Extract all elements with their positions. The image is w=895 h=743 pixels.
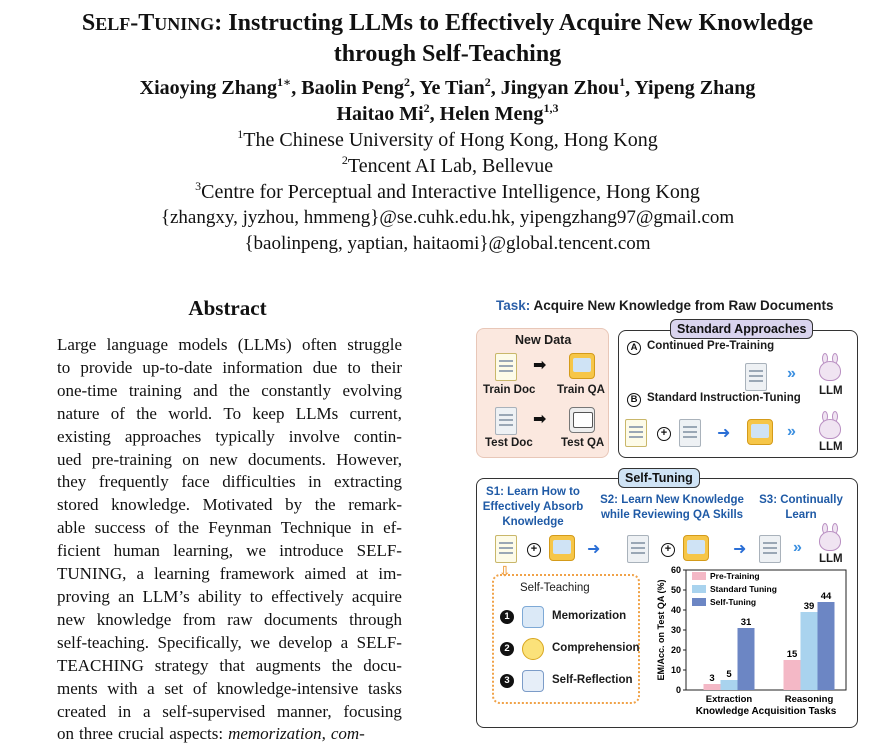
- abstract-word: current,: [349, 403, 402, 423]
- abstract-word: remark-: [348, 495, 402, 515]
- abstract-word: Feynman: [208, 518, 272, 538]
- plus-icon: +: [661, 543, 675, 557]
- abstract-word: in: [308, 472, 322, 492]
- abstract-word: through: [349, 609, 402, 629]
- document-icon: [679, 419, 701, 447]
- abstract-word: aimed: [304, 564, 346, 584]
- abstract-word: aspects:: [169, 724, 224, 743]
- author-sup: 1,3: [543, 101, 559, 115]
- affiliation-3: [0, 179, 895, 205]
- llm-label: LLM: [819, 441, 843, 453]
- arrow-right-icon: ➡: [533, 357, 547, 374]
- abstract-word: However,: [336, 449, 402, 469]
- magnifier-icon: [522, 606, 544, 628]
- abstract-word: by: [285, 495, 303, 515]
- document-icon: [495, 535, 517, 563]
- bar-value-label: 15: [786, 649, 798, 660]
- bar-value-label: 44: [820, 591, 832, 602]
- abstract-word: Specifically,: [157, 632, 242, 652]
- abstract-word: learning,: [173, 541, 234, 561]
- double-chevron-icon: »: [793, 539, 802, 556]
- abstract-word: the: [331, 655, 353, 675]
- y-tick-label: 0: [675, 685, 681, 695]
- standard-instruction-tuning-label: Standard Instruction-Tuning: [647, 392, 801, 404]
- bar: [818, 602, 835, 690]
- abstract-word: SELF-: [356, 632, 402, 652]
- arrow-right-icon: ➜: [587, 541, 601, 558]
- x-axis-label: Knowledge Acquisition Tasks: [695, 706, 837, 717]
- author-sup: 1∗: [276, 75, 292, 89]
- abstract-word: evolving: [342, 380, 402, 400]
- s2-label: [595, 493, 749, 523]
- abstract-word: strategy: [154, 655, 209, 675]
- task-label: Task:: [496, 298, 531, 313]
- abstract-word: in: [117, 701, 132, 721]
- abstract-word: To: [223, 403, 242, 423]
- bar: [721, 680, 738, 690]
- train-qa-icon: [569, 353, 595, 379]
- llm-mascot-icon: [817, 353, 843, 383]
- abstract-word: face: [181, 472, 210, 492]
- abstract-word: existing: [57, 426, 111, 446]
- abstract-word: typically: [215, 426, 275, 446]
- legend-swatch: [692, 585, 706, 593]
- double-chevron-icon: »: [787, 423, 796, 440]
- abstract-word: a: [142, 701, 151, 721]
- abstract-word: stored: [57, 495, 99, 515]
- abstract-word: TUNING,: [57, 564, 127, 584]
- notebook-icon: [522, 670, 544, 692]
- abstract-word: set: [164, 678, 184, 698]
- abstract-word: often: [301, 335, 337, 354]
- abstract-word: to: [249, 586, 263, 606]
- abstract-line: [57, 426, 402, 449]
- title-sc-2-big: T: [138, 10, 155, 36]
- abstract-word: constantly: [261, 380, 332, 400]
- abstract-word: training: [128, 380, 182, 400]
- bar: [738, 628, 755, 690]
- abstract-word: learning: [154, 564, 210, 584]
- standard-approaches-box: [618, 330, 858, 458]
- abstract-line: [57, 380, 402, 403]
- train-doc-label: Train Doc: [483, 384, 536, 396]
- abstract-word: knowledge.: [111, 495, 191, 515]
- abstract-word: proving: [57, 586, 110, 606]
- abstract-line: [57, 494, 402, 517]
- abstract-word: manner,: [277, 701, 332, 721]
- abstract-word: SELF-: [356, 541, 402, 561]
- affiliation-2: [0, 153, 895, 179]
- self-teaching-panel: [492, 574, 640, 704]
- y-tick-label: 30: [670, 625, 681, 635]
- affiliation-1: [0, 127, 895, 153]
- bar: [801, 612, 818, 690]
- train-qa-label: Train QA: [557, 384, 605, 396]
- abstract-word: new: [57, 609, 86, 629]
- llm-mascot-icon: [817, 411, 843, 441]
- paper-title: [0, 8, 895, 69]
- test-qa-label: Test QA: [561, 437, 605, 449]
- abstract-word: with: [107, 678, 138, 698]
- abstract-word: memorization,: [228, 724, 326, 743]
- abstract-word: extracting: [334, 472, 402, 492]
- document-icon: [625, 419, 647, 447]
- abstract-word: knowledge: [96, 609, 172, 629]
- y-tick-label: 60: [670, 565, 681, 575]
- standard-approaches-tag: Standard Approaches: [670, 319, 813, 339]
- abstract-word: develop: [278, 632, 333, 652]
- abstract-word: language: [106, 335, 169, 354]
- abstract-word: the: [229, 380, 250, 400]
- abstract-word: ments: [57, 678, 98, 698]
- abstract-word: raw: [227, 609, 253, 629]
- emails-line-1: {zhangxy, jyzhou, hmmeng}@se.cuhk.edu.hk, yipengzhang97@gmail.com: [160, 207, 735, 228]
- title-sc-2-small: UNING: [154, 14, 215, 34]
- abstract-word: of: [154, 518, 169, 538]
- abstract-word: introduce: [279, 541, 344, 561]
- mark-b: B: [627, 393, 641, 407]
- arrow-right-icon: ➜: [717, 425, 731, 442]
- s1-line-3: Knowledge: [502, 516, 564, 528]
- author-sup: 2: [404, 75, 411, 89]
- abstract-word: TEACHING: [57, 655, 144, 675]
- new-data-title: New Data: [515, 333, 572, 347]
- llm-label: LLM: [819, 553, 843, 565]
- abstract-word: LLMs: [295, 403, 339, 423]
- legend-entry: Pre-Training: [710, 571, 760, 581]
- train-doc-icon: [495, 353, 517, 381]
- abstract-line: [57, 540, 402, 563]
- abstract-word: ued: [57, 449, 82, 469]
- continued-pretraining-label: Continued Pre-Training: [647, 340, 775, 352]
- new-data-box: [476, 328, 609, 458]
- document-icon: [745, 363, 767, 391]
- title-rest: : Instructing LLMs to Effectively Acquire New Knowledge: [214, 10, 814, 36]
- bar: [784, 660, 801, 690]
- bar-value-label: 3: [709, 673, 715, 684]
- abstract-word: knowledge-intensive: [216, 678, 359, 698]
- abstract-word: difficulties: [222, 472, 296, 492]
- memorization-label: Memorization: [552, 610, 627, 622]
- abstract-line: [57, 678, 402, 701]
- abstract-word: an: [118, 586, 135, 606]
- llm-mascot-icon: [817, 523, 843, 553]
- affil-sup: 3: [195, 179, 202, 193]
- abstract-word: a: [136, 564, 144, 584]
- affil-sup: 1: [237, 127, 244, 141]
- abstract-word: their: [370, 357, 402, 377]
- abstract-word: struggle: [347, 335, 402, 354]
- s3-label: [755, 493, 847, 523]
- abstract-line: [57, 701, 402, 724]
- abstract-word: one-time: [57, 380, 118, 400]
- abstract-word: acquire: [351, 586, 402, 606]
- plus-icon: +: [657, 427, 671, 441]
- author-sup: 2: [423, 101, 430, 115]
- bar-value-label: 31: [740, 617, 752, 628]
- abstract-word: on: [57, 724, 74, 743]
- y-tick-label: 40: [670, 605, 681, 615]
- abstract-word: up-to-date: [142, 357, 213, 377]
- abstract-word: the: [314, 495, 336, 515]
- s2-line-2: while Reviewing QA Skills: [600, 509, 744, 521]
- abstract-word: a: [147, 678, 155, 698]
- abstract-word: from: [182, 609, 216, 629]
- s1-label: [479, 485, 587, 530]
- test-doc-icon: [495, 407, 517, 435]
- category-label: Reasoning: [784, 694, 834, 705]
- self-reflection-label: Self-Reflection: [552, 674, 633, 686]
- s2-line-1: S2: Learn New Knowledge: [600, 494, 744, 506]
- abstract-line: [57, 334, 402, 357]
- author-name: Yipeng Zhang: [634, 77, 756, 99]
- test-doc-label: Test Doc: [485, 437, 533, 449]
- title-line-2: through Self-Teaching: [333, 41, 562, 67]
- abstract-word: of: [110, 403, 125, 423]
- y-axis-label: EM/Acc. on Test QA (%): [656, 579, 666, 681]
- abstract-word: the: [178, 518, 200, 538]
- abstract-word: pre-training: [91, 449, 173, 469]
- abstract-word: augments: [255, 655, 321, 675]
- abstract-word: the: [136, 403, 157, 423]
- s3-line-2: Learn: [785, 509, 817, 521]
- abstract-line: [57, 403, 402, 426]
- abstract-word: world.: [168, 403, 213, 423]
- abstract-body: [57, 334, 402, 743]
- abstract-word: on: [182, 449, 200, 469]
- author-sup: 1: [619, 75, 626, 89]
- authors-line-2: Haitao Mi$^2$, Helen Meng$^{1,3}$: [336, 101, 559, 125]
- abstract-word: of: [192, 678, 208, 698]
- abstract-word: success: [94, 518, 146, 538]
- bar-chart-svg: [646, 564, 856, 726]
- results-bar-chart: [646, 564, 856, 726]
- abstract-word: Large: [57, 335, 97, 354]
- emails-line-2: {baolinpeng, yaptian, haitaomi}@global.tencent.com: [244, 233, 651, 254]
- abstract-word: approaches: [124, 426, 202, 446]
- abstract-line: [57, 609, 402, 632]
- author-sup: 2: [484, 75, 491, 89]
- abstract-word: new: [209, 449, 238, 469]
- document-icon: [759, 535, 781, 563]
- abstract-word: human: [113, 541, 160, 561]
- abstract-word: im-: [378, 564, 402, 584]
- abstract-word: due: [312, 357, 338, 377]
- abstract-word: (LLMs): [237, 335, 292, 354]
- abstract-word: ability: [198, 586, 242, 606]
- abstract-line: [57, 655, 402, 678]
- abstract-word: three: [79, 724, 113, 743]
- lightbulb-icon: [522, 638, 544, 660]
- abstract-word: to: [347, 357, 361, 377]
- y-tick-label: 10: [670, 665, 681, 675]
- abstract-word: they: [57, 472, 87, 492]
- y-tick-label: 50: [670, 585, 681, 595]
- authors-line-1: Xiaoying Zhang$^{1∗}$, Baolin Peng$^2$, Ye Tian$^2$, Jingyan Zhou$^1$, Yipeng Zhang: [139, 75, 756, 99]
- abstract-word: focusing: [343, 701, 402, 721]
- abstract-word: to: [57, 357, 71, 377]
- abstract-word: Technique: [280, 518, 352, 538]
- qa-icon: [747, 419, 773, 445]
- s1-line-2: Effectively Absorb: [482, 501, 584, 513]
- task-text: Acquire New Knowledge from Raw Documents: [533, 298, 834, 313]
- llm-label: LLM: [819, 385, 843, 397]
- author-name: Jingyan Zhou: [500, 77, 620, 99]
- abstract-word: at: [356, 564, 369, 584]
- mark-a: A: [627, 341, 641, 355]
- legend-swatch: [692, 598, 706, 606]
- step-number: 2: [500, 642, 514, 656]
- abstract-word: models: [178, 335, 228, 354]
- abstract-word: ef-: [383, 518, 402, 538]
- bar: [704, 684, 721, 690]
- abstract-word: created: [57, 701, 107, 721]
- abstract-word: tasks: [367, 678, 402, 698]
- author-name: Haitao Mi: [336, 103, 424, 125]
- affil-sup: 2: [341, 153, 348, 167]
- abstract-word: Motivated: [202, 495, 273, 515]
- step-number: 3: [500, 674, 514, 688]
- abstract-word: ficient: [57, 541, 101, 561]
- abstract-word: we: [250, 632, 271, 652]
- qa-icon: [549, 535, 575, 561]
- title-dash: -: [130, 10, 139, 36]
- self-tuning-tag: Self-Tuning: [618, 468, 700, 488]
- abstract-word: keep: [252, 403, 285, 423]
- down-arrow-icon: ⇩: [499, 563, 511, 579]
- abstract-word: crucial: [117, 724, 165, 743]
- arrow-right-icon: ➡: [533, 411, 547, 428]
- abstract-word: in: [360, 518, 374, 538]
- abstract-word: information: [222, 357, 303, 377]
- abstract-word: docu-: [363, 655, 402, 675]
- abstract-word: a: [340, 632, 349, 652]
- abstract-line: [57, 357, 402, 380]
- abstract-line: [57, 471, 402, 494]
- abstract-word: self-teaching.: [57, 632, 150, 652]
- figure-title: [496, 298, 834, 313]
- affil-text: The Chinese University of Hong Kong, Hong Kong: [243, 129, 658, 151]
- test-qa-icon: [569, 407, 595, 433]
- abstract-line: [57, 449, 402, 472]
- abstract-line: [57, 517, 402, 540]
- step-number: 1: [500, 610, 514, 624]
- plus-icon: +: [527, 543, 541, 557]
- abstract-word: involve: [288, 426, 340, 446]
- legend-swatch: [692, 572, 706, 580]
- affil-text: Tencent AI Lab, Bellevue: [347, 155, 554, 177]
- s1-line-1: S1: Learn How to: [486, 486, 580, 498]
- paper-header: [0, 8, 895, 257]
- document-icon: [627, 535, 649, 563]
- bar-value-label: 39: [803, 601, 815, 612]
- abstract-word: LLM’s: [142, 586, 190, 606]
- abstract-word: that: [219, 655, 245, 675]
- author-name: Ye Tian: [419, 77, 485, 99]
- abstract-word: framework: [219, 564, 295, 584]
- comprehension-label: Comprehension: [552, 642, 640, 654]
- abstract-line: [57, 586, 402, 609]
- abstract-word: documents.: [248, 449, 326, 469]
- abstract-word: frequently: [98, 472, 169, 492]
- arrow-right-icon: ➜: [733, 541, 747, 558]
- self-teaching-title: Self-Teaching: [520, 582, 590, 594]
- qa-icon: [683, 535, 709, 561]
- abstract-word: self-supervised: [162, 701, 266, 721]
- overview-figure: [470, 294, 870, 734]
- abstract-word: com-: [330, 724, 365, 743]
- affil-text: Centre for Perceptual and Interactive Intelligence, Hong Kong: [201, 181, 700, 203]
- abstract-word: contin-: [353, 426, 402, 446]
- title-sc-1-small: ELF: [95, 14, 131, 34]
- category-label: Extraction: [705, 694, 753, 705]
- author-name: Baolin Peng: [301, 77, 405, 99]
- legend-entry: Standard Tuning: [710, 584, 777, 594]
- abstract-heading: Abstract: [188, 296, 267, 320]
- abstract-word: able: [57, 518, 86, 538]
- abstract-line: [57, 723, 402, 743]
- s3-line-1: S3: Continually: [759, 494, 843, 506]
- double-chevron-icon: »: [787, 365, 796, 382]
- y-tick-label: 20: [670, 645, 681, 655]
- title-sc-1-big: S: [81, 10, 96, 36]
- author-name: Xiaoying Zhang: [139, 77, 277, 99]
- abstract-word: provide: [80, 357, 133, 377]
- abstract-word: and: [193, 380, 218, 400]
- author-name: Helen Meng: [439, 103, 544, 125]
- abstract-word: we: [246, 541, 267, 561]
- abstract-line: [57, 563, 402, 586]
- abstract-line: [57, 632, 402, 655]
- abstract-word: documents: [264, 609, 338, 629]
- bar-value-label: 5: [726, 669, 732, 680]
- legend-entry: Self-Tuning: [710, 597, 757, 607]
- abstract-word: effectively: [271, 586, 344, 606]
- abstract-word: nature: [57, 403, 100, 423]
